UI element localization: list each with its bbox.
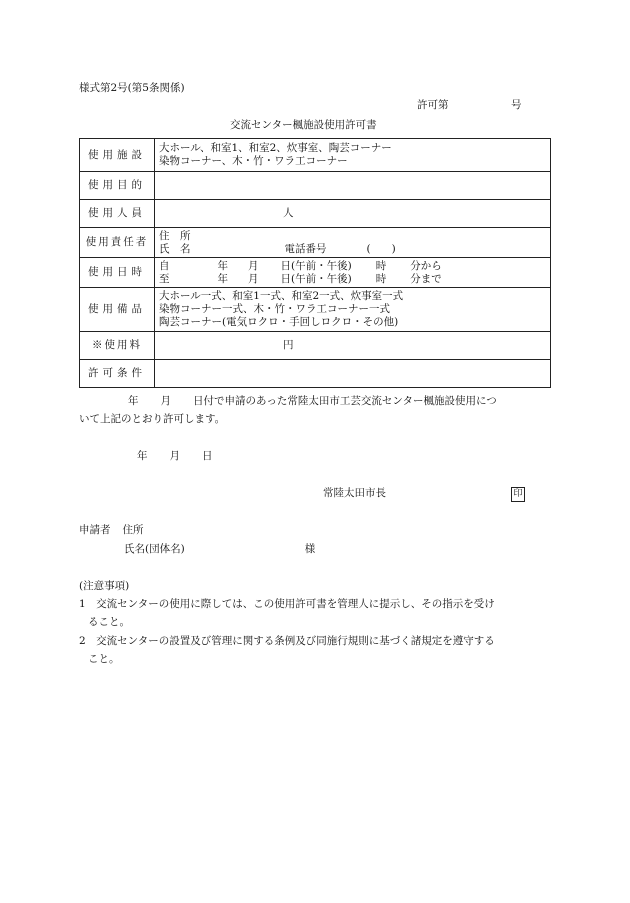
value-conditions [155, 360, 551, 388]
datetime-to [159, 273, 546, 286]
facility-line-2: 染物コーナー、木・竹・ワラ工コーナー [159, 155, 348, 167]
row-people [80, 200, 551, 228]
responsible-phone-label: 電話番号 [284, 242, 327, 255]
value-datetime [155, 258, 551, 288]
from-year: 年 [217, 259, 228, 272]
date-month: 月 [169, 450, 180, 462]
to-hour: 時 [375, 272, 387, 285]
row-responsible [80, 228, 551, 258]
seal-mark: 印 [511, 487, 525, 502]
para-year: 年 [128, 395, 139, 407]
form-number: 様式第2号(第5条関係) [79, 82, 185, 94]
facility-line-1: 大ホール、和室1、和室2、炊事室、陶芸コーナー [159, 142, 392, 154]
para-text-1: 日付で申請のあった常陸太田市工芸交流センター楓施設使用につ [193, 395, 497, 407]
label-facility: 使用施設 [80, 139, 155, 172]
applicant-address: 住所 [122, 524, 144, 536]
fee-unit: 円 [283, 339, 294, 351]
to-day: 日(午前・午後) [280, 272, 352, 285]
to-prefix: 至 [159, 272, 170, 285]
date-year: 年 [137, 450, 148, 462]
row-purpose [80, 172, 551, 200]
equipment-line-1: 大ホール一式、和室1一式、和室2一式、炊事室一式 [159, 290, 404, 302]
mayor-title: 常陸太田市長 [323, 487, 386, 499]
responsible-address: 住 所 [159, 229, 191, 242]
issue-date [137, 450, 213, 463]
label-people: 使用人員 [80, 200, 155, 228]
row-facility [80, 139, 551, 172]
document-title: 交流センター楓施設使用許可書 [230, 119, 377, 131]
applicant-name: 氏名(団体名) [124, 543, 185, 555]
from-month: 月 [248, 259, 259, 272]
value-fee [155, 332, 551, 360]
row-fee [80, 332, 551, 360]
permit-number-suffix: 号 [511, 99, 522, 111]
responsible-phone-paren: ( ) [366, 242, 396, 255]
value-equipment [155, 288, 551, 332]
row-equipment [80, 288, 551, 332]
from-day: 日(午前・午後) [280, 259, 352, 272]
from-hour: 時 [375, 259, 387, 272]
value-purpose [155, 172, 551, 200]
applicant-address-row [79, 524, 144, 537]
para-month: 月 [160, 395, 171, 407]
to-minute: 分まで [410, 272, 442, 285]
from-minute: 分から [410, 259, 442, 272]
row-datetime [80, 258, 551, 288]
equipment-line-2: 染物コーナー一式、木・竹・ワラ工コーナー一式 [159, 303, 390, 315]
applicant-name-row [124, 543, 315, 556]
applicant-label: 申請者 [79, 524, 111, 536]
value-people [155, 200, 551, 228]
note-1-line-2: ること。 [88, 616, 130, 628]
responsible-name: 氏 名 [159, 242, 191, 255]
row-conditions [80, 360, 551, 388]
paragraph-line-2: いて上記のとおり許可します。 [79, 413, 226, 425]
to-month: 月 [248, 272, 259, 285]
value-responsible [155, 228, 551, 258]
equipment-line-3: 陶芸コーナー(電気ロクロ・手回しロクロ・その他) [159, 316, 399, 328]
date-day: 日 [202, 450, 213, 462]
paragraph-line-1 [128, 395, 497, 408]
label-fee: ※使用料 [80, 332, 155, 360]
label-purpose: 使用目的 [80, 172, 155, 200]
note-1-line-1: 1 交流センターの使用に際しては、この使用許可書を管理人に提示し、その指示を受け [79, 598, 495, 610]
datetime-from [159, 260, 546, 273]
label-equipment: 使用備品 [80, 288, 155, 332]
label-responsible: 使用責任者 [80, 228, 155, 258]
label-datetime: 使用日時 [80, 258, 155, 288]
to-year: 年 [217, 272, 228, 285]
label-conditions: 許可条件 [80, 360, 155, 388]
value-facility [155, 139, 551, 172]
responsible-name-row [159, 243, 546, 256]
permit-table [79, 138, 551, 388]
permit-number-prefix: 許可第 [417, 99, 449, 111]
from-prefix: 自 [159, 259, 170, 272]
note-2-line-2: こと。 [88, 653, 120, 665]
people-unit: 人 [283, 207, 294, 219]
notes-heading: (注意事項) [79, 580, 130, 592]
note-2-line-1: 2 交流センターの設置及び管理に関する条例及び同施行規則に基づく諸規定を遵守する [79, 635, 495, 647]
applicant-honorific: 様 [304, 543, 316, 555]
